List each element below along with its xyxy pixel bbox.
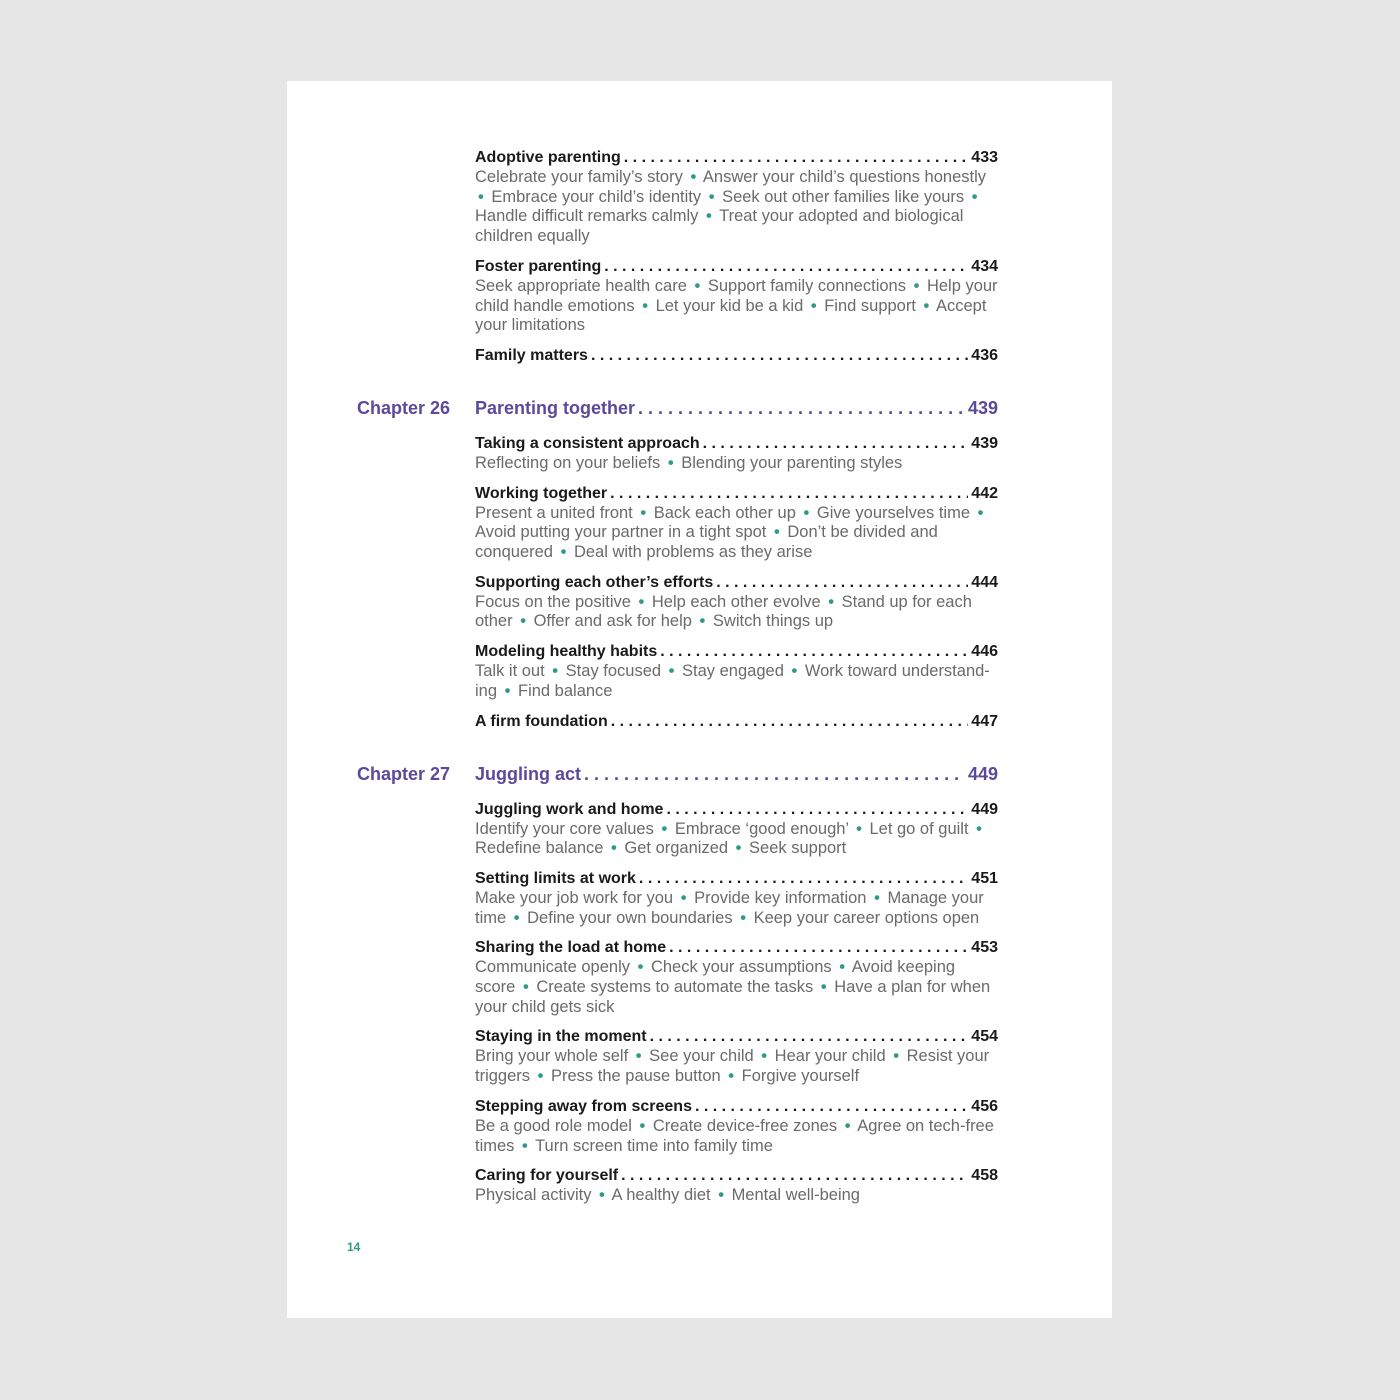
topic: Get organized	[624, 839, 729, 858]
bullet-separator: •	[560, 543, 567, 562]
toc-entry-page: 446	[971, 643, 998, 661]
toc-entry[interactable]	[475, 434, 998, 474]
topic: Create device-free zones	[652, 1116, 838, 1135]
dot-leader	[650, 1027, 969, 1047]
toc-entry-page: 451	[971, 869, 998, 887]
chapter-heading[interactable]	[357, 396, 998, 420]
topic: Offer and ask for help	[533, 612, 692, 631]
topic: See your child	[649, 1047, 754, 1066]
dot-leader	[716, 573, 968, 593]
toc-entry-topics	[475, 593, 998, 632]
dot-leader	[610, 484, 968, 504]
toc-entry-title: Setting limits at work	[475, 869, 636, 887]
topic: Avoid keeping score	[475, 958, 956, 997]
bullet-separator: •	[504, 681, 511, 700]
bullet-separator: •	[735, 839, 742, 858]
bullet-separator: •	[708, 187, 715, 206]
bullet-separator: •	[820, 978, 827, 997]
topic: Handle difficult remarks calmly	[475, 207, 699, 226]
dot-leader	[666, 800, 968, 820]
topic: Support family connections	[707, 276, 906, 295]
toc-entry[interactable]	[475, 573, 998, 632]
bullet-separator: •	[773, 523, 780, 542]
topic: Stay engaged	[682, 662, 784, 681]
toc-entry-heading	[475, 712, 998, 732]
chapter-label: Chapter 27	[357, 763, 451, 784]
toc-entry-title: Sharing the load at home	[475, 939, 667, 957]
topic: Embrace ‘good enough’	[674, 819, 849, 838]
bullet-separator: •	[844, 1116, 851, 1135]
toc-entry-heading	[475, 1027, 998, 1047]
topic: Bring your whole self	[475, 1047, 629, 1066]
topic: Seek support	[749, 839, 847, 858]
toc-entry-title: Adoptive parenting	[475, 149, 621, 166]
topic: Blending your parenting styles	[681, 453, 903, 472]
toc-entry-page: 433	[971, 149, 998, 166]
toc-entry-title: Modeling healthy habits	[475, 643, 658, 661]
bullet-separator: •	[680, 888, 687, 907]
bullet-separator: •	[522, 978, 529, 997]
toc-entry[interactable]	[475, 1027, 998, 1086]
chapter-title: Parenting together	[475, 397, 636, 418]
toc-entry-page: 444	[971, 573, 998, 591]
topic: Seek out other families like yours	[722, 187, 965, 206]
topic: Switch things up	[712, 612, 834, 631]
bullet-separator: •	[828, 592, 835, 611]
toc-entry-page: 447	[971, 712, 998, 730]
toc-entry-page: 439	[971, 434, 998, 452]
bullet-separator: •	[611, 839, 617, 858]
topic: Back each other up	[653, 503, 796, 522]
toc-entry[interactable]	[475, 1097, 998, 1156]
toc-entry-heading	[475, 938, 998, 958]
toc-entry[interactable]	[475, 148, 998, 247]
toc-entry[interactable]	[475, 346, 998, 366]
bullet-separator: •	[728, 1067, 735, 1086]
bullet-separator: •	[718, 1186, 724, 1205]
toc-entry-page: 434	[971, 257, 998, 275]
toc-entry[interactable]	[475, 869, 998, 928]
topic: Turn screen time into family time	[535, 1136, 773, 1155]
toc-entry-topics	[475, 958, 998, 1017]
toc-entry[interactable]	[475, 484, 998, 563]
bullet-separator: •	[810, 296, 817, 315]
topic: Physical activity	[475, 1186, 592, 1205]
toc-entry[interactable]	[475, 712, 998, 732]
topic: Focus on the positive	[475, 592, 631, 611]
toc-entry-page: 453	[971, 939, 998, 957]
bullet-separator: •	[668, 662, 675, 681]
dot-leader	[604, 257, 968, 277]
toc-entry-topics	[475, 662, 998, 701]
toc-entry-topics	[475, 454, 998, 474]
chapter-page-number: 439	[967, 397, 998, 418]
topic: Create systems to automate the tasks	[536, 978, 814, 997]
dot-leader	[660, 642, 968, 662]
bullet-separator: •	[638, 592, 645, 611]
bullet-separator: •	[690, 168, 697, 186]
toc-entry-title: Supporting each other’s efforts	[475, 573, 714, 591]
topic: Accept your limitations	[475, 296, 987, 335]
toc-entry[interactable]	[475, 800, 998, 859]
bullet-separator: •	[667, 453, 674, 472]
topic: Check your assumptions	[650, 958, 832, 977]
topic: Present a united front	[475, 503, 633, 522]
dot-leader	[624, 148, 969, 168]
topic: Celebrate your family’s story	[475, 168, 683, 186]
dot-leader	[638, 396, 965, 420]
toc-entry-title: Family matters	[475, 346, 588, 364]
toc-entry-title: Caring for yourself	[475, 1167, 619, 1185]
topic: Reflecting on your beliefs	[475, 453, 661, 472]
dot-leader	[611, 712, 969, 732]
topic: Keep your career options open	[753, 908, 980, 927]
topic: Have a plan for when your child gets sick	[475, 978, 991, 1016]
bullet-separator: •	[856, 819, 862, 838]
table-of-contents	[357, 148, 998, 1216]
toc-entry-heading	[475, 346, 998, 366]
dot-leader	[591, 346, 968, 366]
topic: Make your job work for you	[475, 888, 674, 907]
topic: Let your kid be a kid	[655, 296, 804, 315]
topic: Work toward understand-ing	[475, 662, 990, 700]
toc-entry-heading	[475, 148, 998, 168]
bullet-separator: •	[478, 187, 484, 206]
topic: Treat your adopted and biological children equally	[475, 207, 964, 246]
topic: Embrace your child’s identity	[491, 187, 702, 206]
topic: Seek appropriate health care	[475, 276, 687, 295]
toc-entry-topics	[475, 820, 998, 859]
chapter-title: Juggling act	[475, 763, 582, 784]
bullet-separator: •	[694, 276, 701, 295]
chapter-label: Chapter 26	[357, 397, 451, 418]
bullet-separator: •	[635, 1047, 642, 1066]
topic: Provide key information	[694, 888, 867, 907]
topic: Resist your triggers	[475, 1047, 990, 1086]
toc-entry-heading	[475, 642, 998, 662]
bullet-separator: •	[791, 662, 798, 681]
topic: Define your own boundaries	[527, 908, 733, 927]
toc-entry-topics	[475, 168, 998, 247]
bullet-separator: •	[971, 187, 978, 206]
toc-entry-title: Juggling work and home	[475, 800, 664, 818]
toc-entry-title: A firm foundation	[475, 712, 608, 730]
bullet-separator: •	[977, 503, 984, 522]
topic: Help your child handle emotions	[475, 276, 998, 315]
topic: Manage your time	[475, 888, 984, 927]
bullet-separator: •	[522, 1136, 528, 1155]
toc-entry-topics	[475, 504, 998, 563]
toc-entry-page: 458	[971, 1167, 998, 1185]
page-number: 14	[347, 1240, 361, 1254]
bullet-separator: •	[639, 1116, 646, 1135]
topic: Help each other evolve	[651, 592, 821, 611]
toc-entry-topics	[475, 889, 998, 928]
topic: Stay focused	[565, 662, 662, 681]
dot-leader	[669, 938, 968, 958]
topic: Press the pause button	[551, 1067, 721, 1086]
topic: Find balance	[518, 681, 613, 700]
bullet-separator: •	[761, 1047, 768, 1066]
bullet-separator: •	[513, 908, 520, 927]
topic: Give yourselves time	[816, 503, 971, 522]
toc-entry-heading	[475, 484, 998, 504]
bullet-separator: •	[923, 296, 930, 315]
topic: Deal with problems as they arise	[573, 543, 813, 562]
toc-entry[interactable]	[475, 938, 998, 1017]
toc-entry-page: 456	[971, 1097, 998, 1115]
topic: Stand up for each other	[475, 592, 972, 631]
toc-entry[interactable]	[475, 257, 998, 336]
topic: Redefine balance	[475, 839, 604, 858]
bullet-separator: •	[661, 819, 668, 838]
bullet-separator: •	[537, 1067, 544, 1086]
bullet-separator: •	[706, 207, 712, 226]
toc-entry-page: 454	[971, 1028, 998, 1046]
toc-entry-heading	[475, 869, 998, 889]
chapter-title-row	[475, 396, 998, 420]
dot-leader	[703, 434, 969, 454]
dot-leader	[621, 1166, 968, 1186]
bullet-separator: •	[976, 819, 982, 838]
chapter-title-row	[475, 762, 998, 786]
bullet-separator: •	[839, 958, 846, 977]
bullet-separator: •	[520, 612, 526, 631]
chapter-page-number: 449	[967, 763, 998, 784]
toc-entry-heading	[475, 800, 998, 820]
dot-leader	[584, 762, 965, 786]
toc-entry-topics	[475, 1117, 998, 1156]
chapter-heading[interactable]	[357, 762, 998, 786]
bullet-separator: •	[552, 662, 559, 681]
toc-entry-heading	[475, 434, 998, 454]
toc-entry-title: Staying in the moment	[475, 1028, 647, 1046]
topic: Mental well-being	[731, 1186, 860, 1205]
bullet-separator: •	[893, 1047, 900, 1066]
topic: Forgive yourself	[741, 1067, 860, 1086]
topic: A healthy diet	[611, 1186, 711, 1205]
topic: Be a good role model	[475, 1116, 632, 1135]
topic: Talk it out	[475, 662, 545, 681]
bullet-separator: •	[640, 503, 647, 522]
toc-entry[interactable]	[475, 1166, 998, 1206]
toc-entry-topics	[475, 1186, 998, 1206]
topic: Find support	[824, 296, 916, 315]
topic: Let go of guilt	[869, 819, 969, 838]
toc-entry-heading	[475, 257, 998, 277]
dot-leader	[639, 869, 968, 889]
toc-entry-heading	[475, 573, 998, 593]
bullet-separator: •	[642, 296, 648, 315]
topic: Communicate openly	[475, 958, 630, 977]
toc-entry[interactable]	[475, 642, 998, 701]
topic: Don’t be divided and conquered	[475, 523, 938, 562]
toc-entry-heading	[475, 1097, 998, 1117]
toc-entry-title: Working together	[475, 484, 608, 502]
bullet-separator: •	[913, 276, 920, 295]
bullet-separator: •	[699, 612, 706, 631]
bullet-separator: •	[803, 503, 810, 522]
topic: Identify your core values	[475, 819, 654, 838]
toc-entry-title: Stepping away from screens	[475, 1097, 692, 1115]
toc-entry-page: 449	[971, 800, 998, 818]
bullet-separator: •	[874, 888, 880, 907]
bullet-separator: •	[599, 1186, 605, 1205]
toc-entry-title: Taking a consistent approach	[475, 434, 700, 452]
toc-entry-topics	[475, 277, 998, 336]
bullet-separator: •	[740, 908, 746, 927]
topic: Agree on tech-free times	[475, 1116, 994, 1155]
topic: Hear your child	[774, 1047, 886, 1066]
topic: Avoid putting your partner in a tight spot	[475, 523, 767, 542]
toc-entry-page: 436	[971, 346, 998, 364]
toc-entry-heading	[475, 1166, 998, 1186]
toc-entry-topics	[475, 1047, 998, 1086]
toc-entry-title: Foster parenting	[475, 257, 602, 275]
toc-entry-page: 442	[971, 484, 998, 502]
topic: Answer your child’s questions honestly	[702, 168, 987, 186]
bullet-separator: •	[637, 958, 644, 977]
dot-leader	[695, 1097, 968, 1117]
